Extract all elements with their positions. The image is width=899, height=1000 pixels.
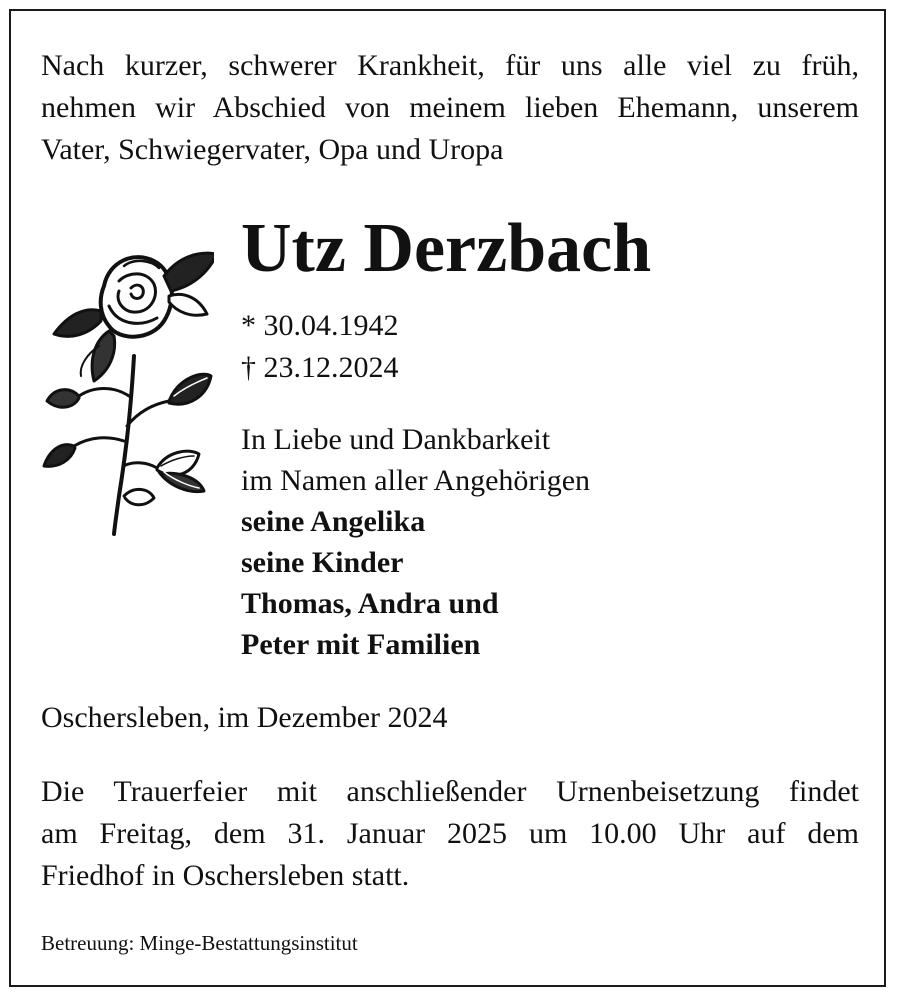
funeral-line-1: Die Trauerfeier mit anschließender Urnenbeisetzung findet xyxy=(41,775,859,808)
life-dates xyxy=(241,305,399,389)
intro-line-2: nehmen wir Abschied von meinem lieben Ehemann, unserem xyxy=(41,91,859,124)
mourners-line-2: im Namen aller Angehörigen xyxy=(241,464,591,497)
intro-text xyxy=(41,45,859,171)
undertaker-credit: Betreuung: Minge-Bestattungsinstitut xyxy=(41,931,358,955)
funeral-line-2: am Freitag, dem 31. Januar 2025 um 10.00 Uhr auf dem xyxy=(41,817,859,850)
intro-line-1: Nach kurzer, schwerer Krankheit, für uns alle viel zu früh, xyxy=(41,49,859,82)
birth-date: * 30.04.1942 xyxy=(241,309,399,342)
deceased-name: Utz Derzbach xyxy=(241,210,652,287)
death-date: † 23.12.2024 xyxy=(241,351,399,384)
mourners-block xyxy=(241,419,590,665)
rose-icon xyxy=(39,236,214,536)
mourners-line-5: Thomas, Andra und xyxy=(241,587,499,620)
mourners-line-1: In Liebe und Dankbarkeit xyxy=(241,423,551,456)
mourners-line-4: seine Kinder xyxy=(241,546,404,579)
obituary-frame xyxy=(9,9,886,987)
place-and-date: Oschersleben, im Dezember 2024 xyxy=(41,701,448,734)
intro-line-3: Vater, Schwiegervater, Opa und Uropa xyxy=(41,133,504,166)
mourners-line-3: seine Angelika xyxy=(241,505,426,538)
funeral-line-3: Friedhof in Oschersleben statt. xyxy=(41,859,410,892)
funeral-notice xyxy=(41,771,859,897)
mourners-line-6: Peter mit Familien xyxy=(241,628,481,661)
